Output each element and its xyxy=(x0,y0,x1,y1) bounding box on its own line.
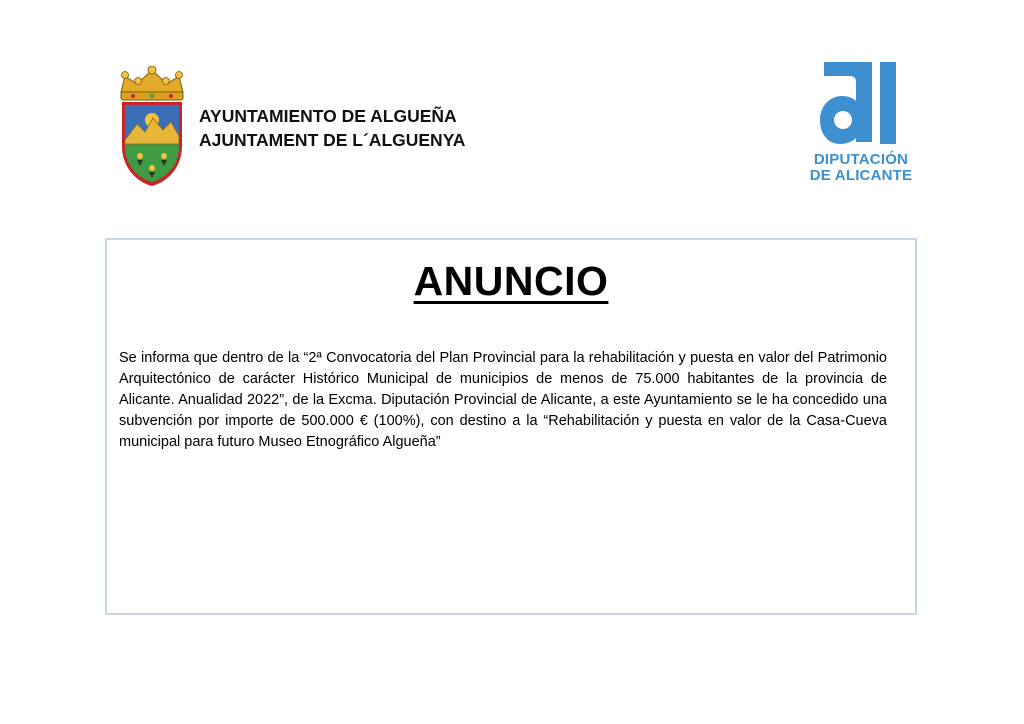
diputacion-line-2: DE ALICANTE xyxy=(809,167,913,184)
diputacion-logo xyxy=(806,58,916,188)
diputacion-name xyxy=(806,152,916,184)
town-name-valencian: AJUNTAMENT DE L´ALGUENYA xyxy=(199,130,466,150)
notice-title-wrap xyxy=(107,258,915,305)
diputacion-al-logo-icon xyxy=(818,58,904,150)
diputacion-line-1: DIPUTACIÓN xyxy=(813,151,909,168)
notice-body: Se informa que dentro de la “2ª Convocatoria del Plan Provincial para la rehabilitación y puesta en valor del Patrimonio Arquitectónico de carácter Histórico Municipal de municipios de menos de 75.000 habitantes de la provincia de Alicante. Anualidad 2022”, de la Excma. Diputación Provincial de Alicante, a este Ayuntamiento se le ha concedido una subvención por importe de 500.000 € (100%), con destino a la “Rehabilitación y puesta en valor de la Casa-Cueva municipal para futuro Museo Etnográfico Algueña” xyxy=(119,350,887,450)
notice-title: ANUNCIO xyxy=(413,258,609,304)
coat-of-arms-icon xyxy=(113,66,191,188)
town-name-block xyxy=(199,104,465,152)
notice-box xyxy=(105,238,917,615)
town-name-spanish: AYUNTAMIENTO DE ALGUEÑA xyxy=(199,106,457,126)
